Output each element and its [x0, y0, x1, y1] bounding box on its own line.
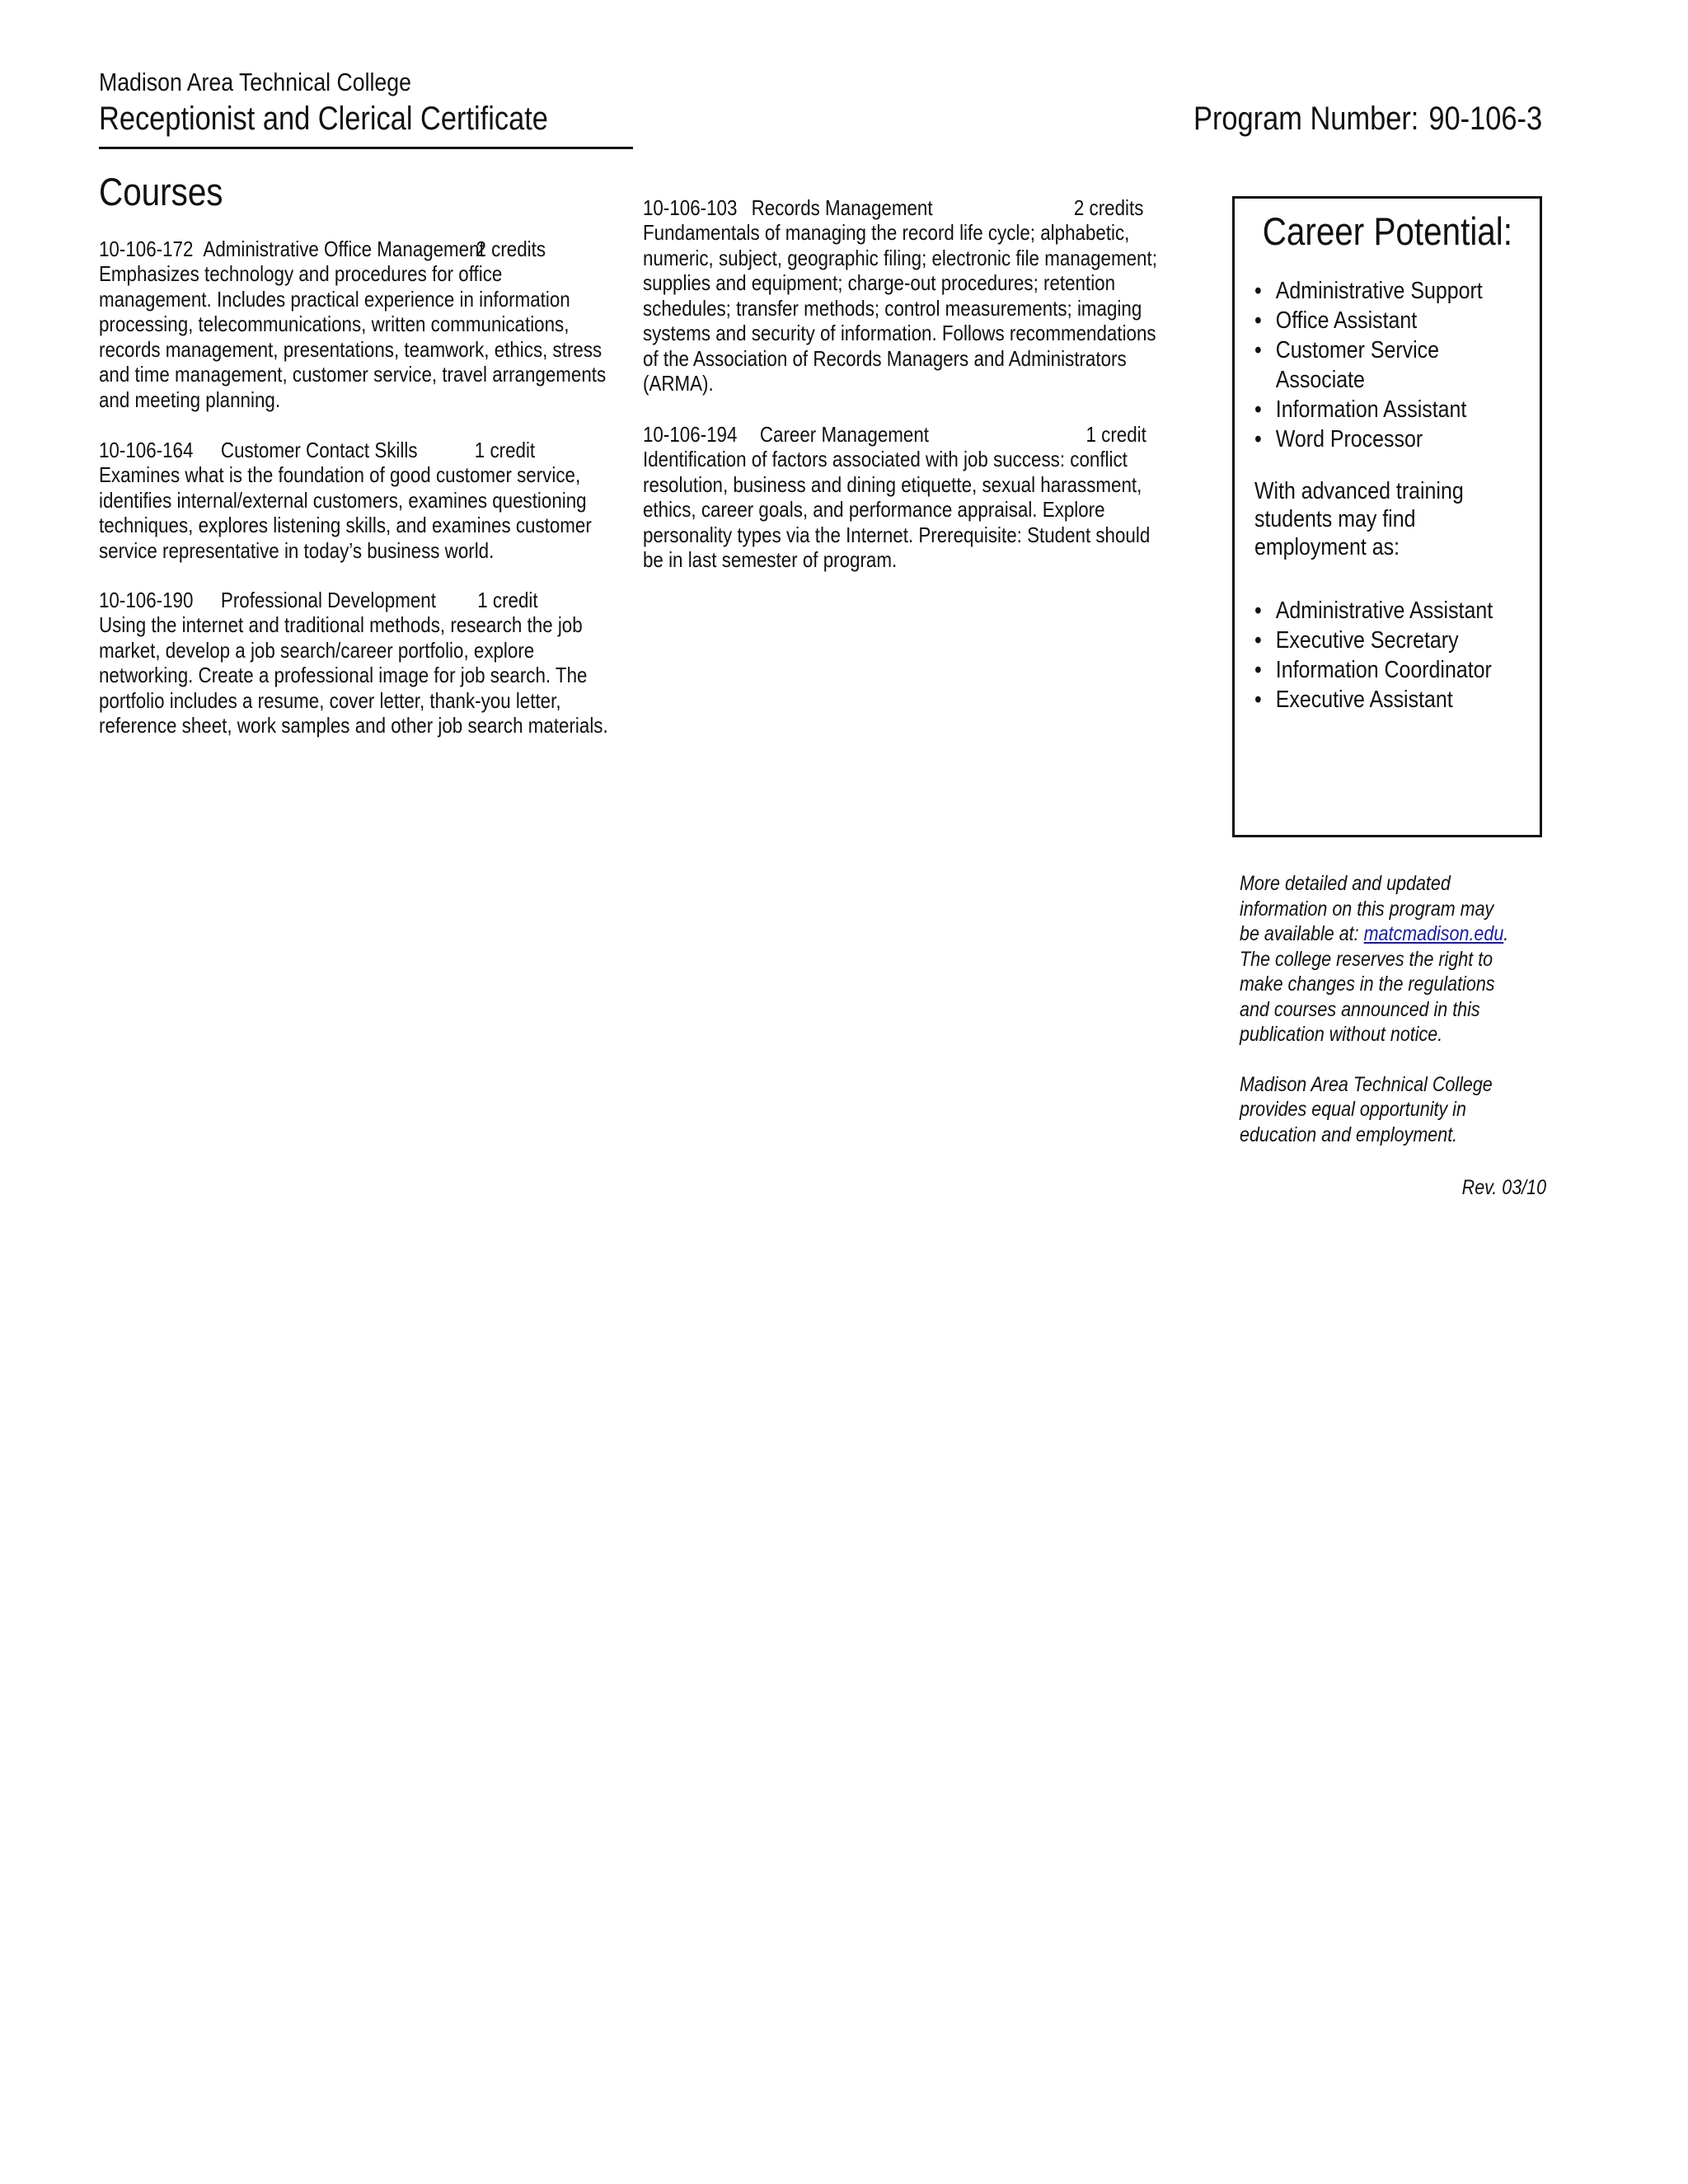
college-name: Madison Area Technical College: [99, 68, 411, 96]
advanced-career-list: [1254, 596, 1495, 715]
course-entry: [99, 588, 617, 738]
course-credits: 1 credit: [474, 438, 536, 462]
course-code: 10-106-103: [643, 195, 738, 220]
course-name: Customer Contact Skills: [220, 438, 418, 462]
course-code: 10-106-172: [99, 237, 194, 261]
course-credits: 2 credits: [1073, 195, 1144, 220]
title-divider: [99, 147, 633, 149]
equal-opportunity-statement: Madison Area Technical College provides equal opportunity in education and employment.: [1240, 1072, 1493, 1146]
program-notice: [1240, 871, 1509, 1172]
revision-date: [1448, 1175, 1546, 1200]
career-item: • Information Assistant: [1254, 395, 1489, 424]
disclaimer-text: . The college reserves the right to make changes in the regulations and courses announced in this publication without notice.: [1240, 922, 1509, 1046]
course-credits: 1 credit: [1085, 422, 1146, 447]
course-name: Career Management: [759, 422, 929, 447]
career-item: • Customer Service Associate: [1254, 335, 1489, 395]
program-number-value: 90-106-3: [1428, 101, 1543, 137]
course-code: 10-106-190: [99, 588, 194, 612]
more-info-text: More detailed and updated information on this program may be available at:: [1240, 872, 1494, 945]
revision-text: Rev. 03/10: [1461, 1176, 1546, 1199]
course-credits: 1 credit: [477, 588, 538, 612]
career-potential-box: [1232, 196, 1542, 837]
course-name: Administrative Office Management: [203, 237, 485, 261]
advanced-training-text: With advanced training students may find employment as:: [1254, 478, 1464, 560]
course-description: Fundamentals of managing the record life cycle; alphabetic, numeric, subject, geographic filing; electronic file management; supplies and equipment; charge-out procedures; retention schedules; transfer methods; control measurements; imaging systems and security of information. Follows recommendations of the Association of Records Managers and Administrators (ARMA).: [643, 220, 1157, 396]
more-info-paragraph: [1240, 871, 1509, 1047]
program-title: Receptionist and Clerical Certificate: [99, 101, 548, 137]
entry-career-list: [1254, 276, 1489, 454]
course-name: Professional Development: [220, 588, 436, 612]
career-item: • Administrative Support: [1254, 276, 1489, 306]
program-number-label: Program Number:: [1193, 101, 1419, 137]
career-potential-title-text: Career Potential:: [1262, 209, 1512, 253]
course-entry: [99, 237, 617, 412]
course-description: Examines what is the foundation of good customer service, identifies internal/external customers, examines questioning techniques, explores listening skills, and examines customer service representative in today’s business world.: [99, 462, 592, 563]
career-item: • Administrative Assistant: [1254, 596, 1495, 626]
course-entry: [643, 422, 1160, 573]
career-item: • Word Processor: [1254, 424, 1489, 454]
program-number: [1193, 99, 1542, 138]
career-item: • Executive Secretary: [1254, 626, 1495, 655]
course-code: 10-106-194: [643, 422, 738, 447]
course-description: Identification of factors associated with job success: conflict resolution, business and dining etiquette, sexual harassment, ethics, career goals, and performance appraisal. Explore personality types via the Internet. Prerequisite: Student should be in last semester of program.: [643, 447, 1151, 572]
website-link[interactable]: matcmadison.edu: [1363, 922, 1504, 945]
career-potential-title: [1235, 209, 1540, 255]
course-code: 10-106-164: [99, 438, 194, 462]
course-credits: 2 credits: [476, 237, 546, 261]
courses-heading: Courses: [99, 170, 223, 213]
course-entry: [99, 438, 617, 563]
course-name: Records Management: [751, 195, 933, 220]
course-entry: [643, 195, 1160, 396]
career-item: • Executive Assistant: [1254, 685, 1495, 715]
career-item: • Information Coordinator: [1254, 655, 1495, 685]
course-description: Using the internet and traditional methods, research the job market, develop a job search/career portfolio, explore networking. Create a professional image for job search. The portfolio includes a resume, cover letter, thank-you letter, reference sheet, work samples and other job search materials.: [99, 612, 608, 738]
course-description: Emphasizes technology and procedures for office management. Includes practical experience in information processing, telecommunications, written communications, records management, presentations, teamwork, ethics, stress and time management, customer service, travel arrangements and meeting planning.: [99, 261, 607, 412]
career-item: • Office Assistant: [1254, 306, 1489, 335]
